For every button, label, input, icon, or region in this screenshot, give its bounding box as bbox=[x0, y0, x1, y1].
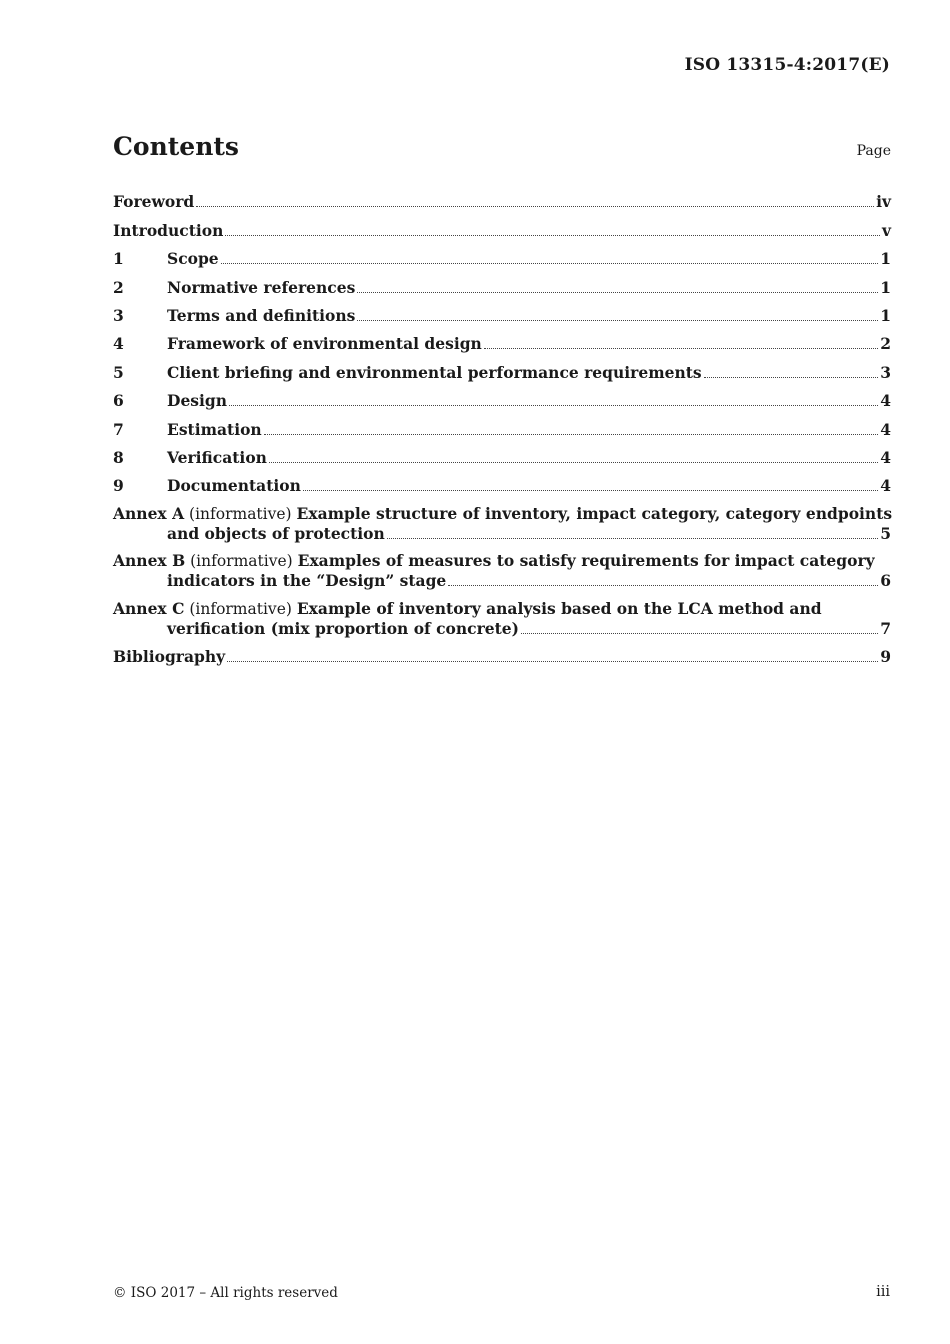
toc-entry-page: 4 bbox=[880, 391, 891, 411]
toc-entry-page: 4 bbox=[880, 476, 891, 496]
dot-leader bbox=[227, 661, 878, 662]
toc-entry-text: Introduction bbox=[113, 220, 224, 240]
toc-entry-text: Client briefing and environmental performance requirements bbox=[167, 362, 702, 382]
toc-entry-page: 3 bbox=[880, 362, 891, 382]
toc-entry-text: Documentation bbox=[167, 476, 301, 496]
annex-title: Examples of measures to satisfy requirements for impact category bbox=[297, 551, 875, 571]
document-id: ISO 13315-4:2017(E) bbox=[684, 55, 890, 75]
toc-entry-number: 5 bbox=[113, 362, 124, 382]
annex-title-continued: verification (mix proportion of concrete) bbox=[167, 619, 519, 639]
annex-type: (informative) bbox=[190, 552, 293, 571]
contents-header bbox=[113, 132, 891, 161]
annex-label: Annex C bbox=[113, 599, 185, 619]
toc-entry-number: 2 bbox=[113, 277, 124, 297]
toc-entry-page: 1 bbox=[880, 249, 891, 269]
annex-heading bbox=[113, 504, 891, 524]
dot-leader bbox=[264, 434, 879, 435]
toc-entry-page: 1 bbox=[880, 277, 891, 297]
toc-entry-clause-3[interactable] bbox=[113, 298, 891, 326]
page-number: iii bbox=[876, 1284, 890, 1300]
annex-label: Annex B bbox=[113, 551, 186, 571]
toc-entry-clause-4[interactable] bbox=[113, 326, 891, 354]
toc-entry-page: iv bbox=[876, 192, 891, 212]
toc-entry-page: 2 bbox=[880, 334, 891, 354]
toc-entry-text: Terms and definitions bbox=[167, 305, 356, 325]
dot-leader bbox=[196, 206, 874, 207]
toc-entry-page: 1 bbox=[880, 305, 891, 325]
toc-entry-page: 4 bbox=[880, 447, 891, 467]
annex-heading bbox=[113, 551, 891, 571]
toc-entry-number: 9 bbox=[113, 476, 124, 496]
toc-entry-page: 5 bbox=[880, 523, 891, 543]
annex-continuation bbox=[113, 619, 891, 638]
toc-entry-number: 6 bbox=[113, 391, 124, 411]
toc-entry-clause-7[interactable] bbox=[113, 411, 891, 439]
annex-type: (informative) bbox=[189, 504, 292, 523]
toc-entry-number: 7 bbox=[113, 419, 124, 439]
dot-leader bbox=[303, 490, 878, 491]
annex-type: (informative) bbox=[189, 600, 292, 619]
toc-entry-clause-9[interactable] bbox=[113, 468, 891, 496]
dot-leader bbox=[225, 235, 880, 236]
dot-leader bbox=[229, 405, 878, 406]
toc-entry-annex-c[interactable] bbox=[113, 591, 891, 639]
toc-entry-clause-1[interactable] bbox=[113, 241, 891, 269]
toc-entry-page: 9 bbox=[880, 647, 891, 667]
annex-title: Example structure of inventory, impact category, category endpoints bbox=[296, 503, 893, 523]
toc-entry-number: 3 bbox=[113, 305, 124, 325]
dot-leader bbox=[484, 348, 878, 349]
dot-leader bbox=[357, 320, 878, 321]
toc-entry-text: Verification bbox=[167, 447, 267, 467]
toc-entry-text: Bibliography bbox=[113, 647, 226, 667]
dot-leader bbox=[448, 585, 878, 586]
dot-leader bbox=[387, 538, 878, 539]
copyright-notice: © ISO 2017 – All rights reserved bbox=[113, 1285, 338, 1301]
dot-leader bbox=[704, 377, 879, 378]
toc-entry-clause-2[interactable] bbox=[113, 269, 891, 297]
toc-entry-page: 7 bbox=[880, 619, 891, 639]
toc-entry-clause-5[interactable] bbox=[113, 354, 891, 382]
page-column-label: Page bbox=[856, 143, 891, 159]
toc-entry-foreword[interactable] bbox=[113, 184, 891, 212]
annex-continuation bbox=[113, 524, 891, 543]
contents-title: Contents bbox=[113, 132, 240, 161]
dot-leader bbox=[357, 292, 878, 293]
annex-title-continued: indicators in the “Design” stage bbox=[167, 571, 447, 591]
toc-entry-clause-8[interactable] bbox=[113, 440, 891, 468]
toc-entry-bibliography[interactable] bbox=[113, 639, 891, 667]
toc-entry-text: Foreword bbox=[113, 192, 195, 212]
dot-leader bbox=[221, 263, 879, 264]
toc-entry-number: 1 bbox=[113, 249, 124, 269]
dot-leader bbox=[521, 633, 878, 634]
toc-entry-page: 4 bbox=[880, 419, 891, 439]
toc-entry-clause-6[interactable] bbox=[113, 383, 891, 411]
dot-leader bbox=[269, 462, 878, 463]
toc-entry-annex-b[interactable] bbox=[113, 544, 891, 592]
table-of-contents bbox=[113, 184, 891, 667]
toc-entry-text: Normative references bbox=[167, 277, 356, 297]
annex-continuation bbox=[113, 571, 891, 590]
toc-entry-number: 8 bbox=[113, 447, 124, 467]
annex-title-continued: and objects of protection bbox=[167, 523, 385, 543]
toc-entry-page: 6 bbox=[880, 571, 891, 591]
annex-title: Example of inventory analysis based on the LCA method and bbox=[296, 599, 822, 619]
toc-entry-introduction[interactable] bbox=[113, 212, 891, 240]
toc-entry-page: v bbox=[881, 220, 891, 240]
annex-heading bbox=[113, 599, 891, 619]
annex-label: Annex A bbox=[113, 503, 185, 523]
toc-entry-text: Estimation bbox=[167, 419, 262, 439]
toc-entry-number: 4 bbox=[113, 334, 124, 354]
toc-entry-annex-a[interactable] bbox=[113, 496, 891, 544]
toc-entry-text: Framework of environmental design bbox=[167, 334, 482, 354]
toc-entry-text: Design bbox=[167, 391, 228, 411]
toc-entry-text: Scope bbox=[167, 249, 219, 269]
